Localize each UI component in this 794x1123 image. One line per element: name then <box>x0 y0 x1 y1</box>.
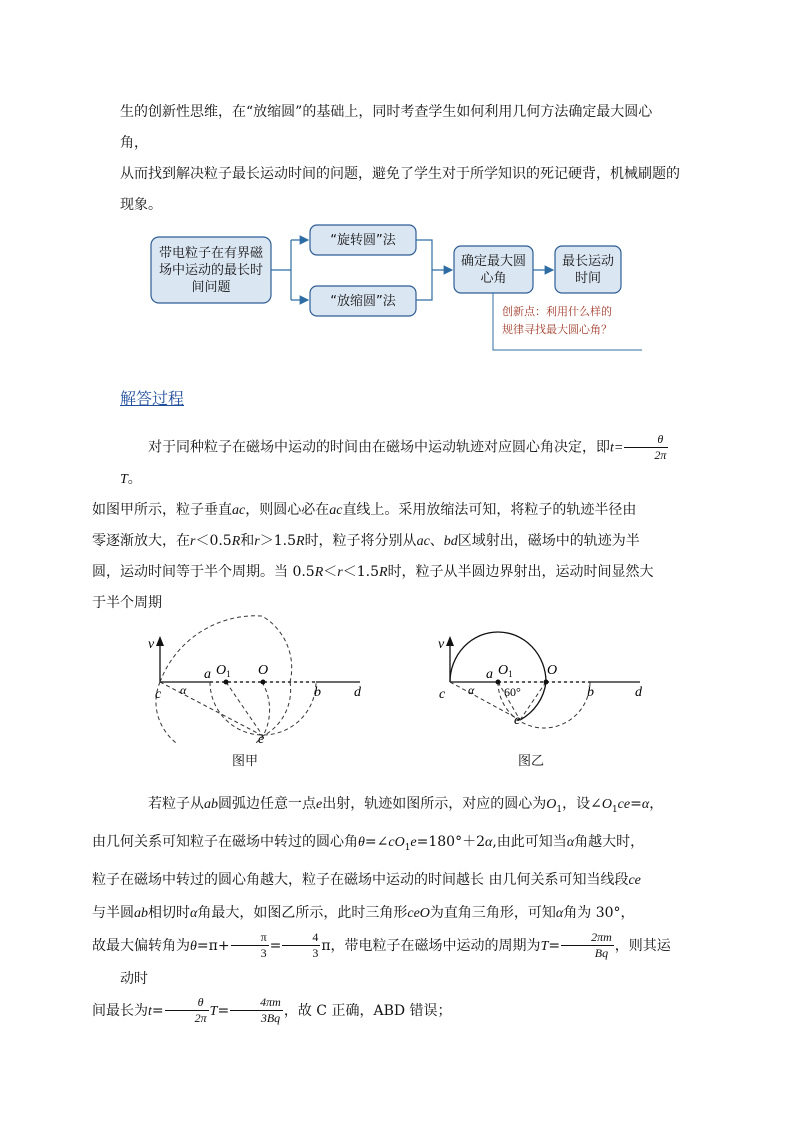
math: r <box>254 533 260 549</box>
fraction <box>561 930 614 961</box>
figure-a <box>140 608 380 743</box>
text: 直线上。采用放缩法可知，将粒子的轨迹半径由 <box>342 501 637 518</box>
text: 、 <box>429 532 444 549</box>
intro-line-2: 从而找到解决粒子最长运动时间的问题，避免了学生对于所学知识的死记硬背，机械刷题的 <box>120 166 680 182</box>
text: 间最长为 <box>92 1002 148 1019</box>
math: O <box>601 797 612 812</box>
label-d: d <box>354 685 361 700</box>
intro-line-3: 现象。 <box>120 197 162 213</box>
point-o <box>544 680 549 685</box>
text: ，则圆心必在 <box>245 501 330 518</box>
math: e <box>410 834 417 850</box>
intro-line-1: 生的创新性思维，在“放缩圆”的基础上，同时考查学生如何利用几何方法确定最大圆心角， <box>120 104 653 151</box>
label-v: v <box>148 637 155 652</box>
flow-label-result: 最长运动时间 <box>561 253 614 286</box>
fraction <box>231 930 269 961</box>
math: R <box>379 564 388 580</box>
label-angle: 60° <box>504 685 521 699</box>
v-arrow-head <box>156 636 164 646</box>
note-line-1: 创新点：利用什么样的 <box>502 305 612 318</box>
point-o1 <box>496 680 501 685</box>
math: r <box>337 564 343 580</box>
label-o: O <box>547 663 558 678</box>
frac-den: 3 <box>312 946 319 961</box>
text: 角为 30°， <box>563 904 635 921</box>
subscript: 1 <box>404 842 411 853</box>
note-line-2: 规律寻找最大圆心角？ <box>502 323 612 336</box>
frac-den: 2π <box>654 448 667 462</box>
label-o: O <box>258 663 269 678</box>
text: 对于同种粒子在磁场中运动的时间由在磁场中运动轨迹对应圆心角决定，即 <box>148 439 610 456</box>
solution-paragraph-2 <box>92 788 680 1028</box>
math: ce <box>617 797 631 812</box>
text: 粒子在磁场中转过的圆心角越大，粒子在磁场中运动的时间越长 由几何关系可知当线段 <box>92 871 629 888</box>
frac-num: 4πm <box>230 995 283 1011</box>
text: 于半个周期 <box>92 594 162 611</box>
frac-den: 2π <box>194 1011 207 1026</box>
text: 。 <box>127 470 142 487</box>
subscript: 1 <box>611 804 618 815</box>
math: ab <box>134 905 148 921</box>
text: 相切时 <box>148 904 190 921</box>
small-circle <box>156 682 291 743</box>
math: T <box>120 471 128 487</box>
math: ab <box>204 797 218 812</box>
math: R <box>231 533 241 549</box>
text: =180°＋2 <box>416 833 485 850</box>
label-o1: $O_1$ <box>216 663 231 679</box>
math: α <box>555 905 564 921</box>
math: α <box>641 797 650 812</box>
text: ，故 C 正确，ABD 错误； <box>283 1002 452 1019</box>
figure-a-caption: 图甲 <box>232 754 259 769</box>
text: 由几何关系可知粒子在磁场中转过的圆心角 <box>92 833 358 850</box>
label-alpha: α <box>180 683 187 697</box>
frac-num: 2πm <box>561 930 614 946</box>
math: T <box>540 938 549 954</box>
text: 角最大，如图乙所示，此时三角形 <box>197 904 408 921</box>
label-d: d <box>635 685 642 700</box>
line-o1e <box>226 682 263 736</box>
text: = <box>217 1002 230 1019</box>
flow-label-method1: “旋转圆”法 <box>330 232 396 248</box>
math: ceO <box>407 905 430 921</box>
text: 角越大时， <box>574 833 645 850</box>
text: 如图甲所示，粒子垂直 <box>92 501 232 518</box>
text: ，设∠ <box>562 796 602 812</box>
math: ce <box>628 872 641 888</box>
label-a: a <box>486 667 493 682</box>
text: ，则其运动时 <box>120 937 671 987</box>
math: T <box>209 1003 218 1019</box>
innovation-note <box>502 303 652 339</box>
math: e <box>316 797 323 812</box>
subscript: 1 <box>556 804 563 815</box>
semicircle-ab <box>210 682 316 735</box>
math: O <box>546 797 557 812</box>
math: θ <box>190 938 197 954</box>
text: 和 <box>240 532 255 549</box>
point-o1 <box>224 680 229 685</box>
section-title: 解答过程 <box>120 389 185 408</box>
solution-paragraph-1 <box>92 432 680 619</box>
label-v: v <box>438 637 445 652</box>
math: ac <box>232 502 246 518</box>
text: = <box>269 937 282 954</box>
math: bd <box>443 533 458 549</box>
text: 为直角三角形，可知 <box>429 904 556 921</box>
math: α <box>190 905 198 921</box>
fraction <box>230 995 283 1026</box>
label-e: e <box>258 732 265 743</box>
label-c: c <box>439 687 446 702</box>
text: 区域射出，磁场中的轨迹为半 <box>457 532 640 549</box>
text: 与半圆 <box>92 904 134 921</box>
dashed-arc-right <box>262 682 270 736</box>
flow-label-step: 确定最大圆心角 <box>460 253 526 286</box>
v-arrow-head <box>446 636 454 646</box>
text: 出射，轨迹如图所示，对应的圆心为 <box>322 796 547 812</box>
math: α <box>485 834 493 850</box>
text: ， <box>649 796 664 812</box>
math: ac <box>329 502 343 518</box>
text: 零逐渐放大，在 <box>92 532 190 549</box>
label-o1: $O_1$ <box>498 663 513 679</box>
point-o <box>261 680 266 685</box>
text: = <box>151 1002 164 1019</box>
flow-connector-join <box>416 240 452 300</box>
flow-label-method2: “放缩圆”法 <box>330 293 396 309</box>
frac-den: Bq <box>594 946 609 961</box>
text: 时，粒子将分别从 <box>304 532 417 549</box>
math: t <box>148 1003 152 1019</box>
frac-num: θ <box>165 995 209 1011</box>
text: ,由此可知当 <box>492 833 567 850</box>
frac-num: 4 <box>282 930 320 946</box>
figure-b <box>430 608 670 743</box>
label-b: b <box>587 685 594 700</box>
text: 若粒子从 <box>148 796 204 812</box>
figure-b-caption: 图乙 <box>518 754 545 769</box>
label-b: b <box>314 685 321 700</box>
label-c: c <box>155 687 162 702</box>
label-alpha: α <box>468 683 475 697</box>
fraction <box>282 930 320 961</box>
math: r <box>190 533 196 549</box>
text: ＜ <box>323 563 338 580</box>
math: R <box>296 533 305 549</box>
fraction <box>165 995 209 1026</box>
text: ＜0.5 <box>195 532 232 549</box>
math: ac <box>416 533 430 549</box>
math: t= <box>610 440 624 456</box>
text: 故最大偏转角为 <box>92 937 190 954</box>
text: = <box>548 937 561 954</box>
text: 时，粒子从半圆边界射出，运动时间显然大 <box>387 563 654 580</box>
frac-den: 3Bq <box>260 1011 281 1026</box>
line-oe <box>520 682 546 720</box>
line-ce <box>160 682 263 736</box>
text: =π+ <box>196 937 230 954</box>
text: 圆，运动时间等于半个周期。当 0.5 <box>92 563 315 580</box>
text: = <box>630 796 642 812</box>
math: cO <box>388 834 405 850</box>
text: ＜1.5 <box>342 563 379 580</box>
text: ＞1.5 <box>259 532 296 549</box>
frac-num: π <box>231 930 269 946</box>
math: θ <box>358 834 365 850</box>
math: R <box>314 564 324 580</box>
label-a: a <box>204 667 211 682</box>
flow-label-start: 带电粒子在有界磁场中运动的最长时间问题 <box>158 245 263 295</box>
label-e: e <box>514 713 521 728</box>
frac-den: 3 <box>260 946 267 961</box>
flow-connector-split <box>271 240 291 300</box>
frac-num: θ <box>624 432 668 448</box>
text: =∠ <box>364 833 389 850</box>
text: 圆弧边任意一点 <box>218 796 316 812</box>
math: α <box>566 834 575 850</box>
text: π，带电粒子在磁场中运动的周期为 <box>321 937 541 954</box>
fraction <box>624 432 668 463</box>
